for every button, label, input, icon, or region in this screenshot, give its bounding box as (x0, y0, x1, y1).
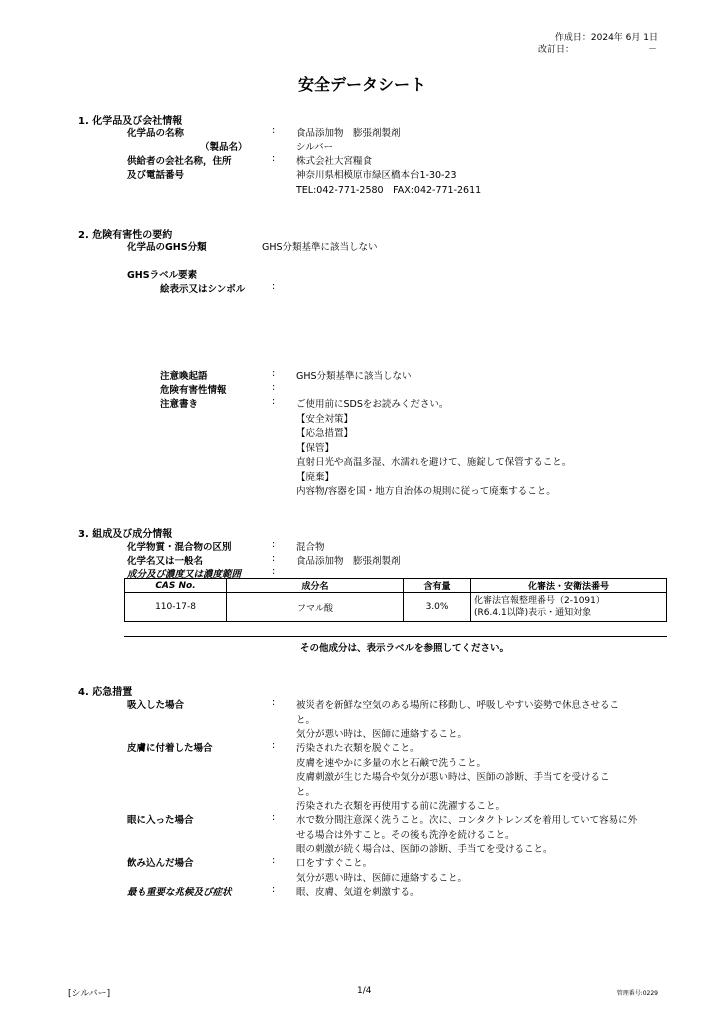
chem-name-label: 化学品の名称 (127, 128, 185, 139)
table-row (125, 593, 667, 622)
substance-kind-label: 化学物質・混合物の区別 (127, 542, 232, 553)
company-tel: TEL:042-771-2580 FAX:042-771-2611 (296, 185, 482, 196)
section3-heading: 3. 組成及び成分情報 (78, 529, 173, 540)
skin-line: 汚染された衣類を脱ぐこと。 (296, 743, 420, 754)
ghs-class-label: 化学品のGHS分類 (127, 242, 207, 253)
inhale-line: 気分が悪い時は、医師に連絡すること。 (296, 729, 468, 740)
signal-word-value: GHS分類基準に該当しない (296, 371, 412, 382)
skin-line: 汚染された衣類を再使用する前に洗濯すること。 (296, 801, 506, 812)
concentration-label: 成分及び濃度又は濃度範囲 (127, 569, 242, 580)
revised-value: － (648, 45, 658, 55)
symptom-value: 眼、皮膚、気道を刺激する。 (296, 887, 420, 898)
table-header-row (125, 579, 667, 593)
skin-label: 皮膚に付着した場合 (127, 743, 213, 754)
footer-product: [シルバー] (68, 989, 111, 999)
symptom-label: 最も重要な兆候及び症状 (127, 887, 232, 898)
col-name: 成分名 (227, 579, 404, 593)
created-label: 作成日： (554, 33, 591, 43)
precaution-line: 内容物/容器を国・地方自治体の規則に従って廃棄すること。 (296, 486, 556, 497)
precaution-label: 注意書き (160, 399, 199, 410)
ghs-class-value: GHS分類基準に該当しない (262, 242, 378, 253)
colon: : (272, 553, 276, 564)
colon: : (272, 855, 276, 866)
colon: : (272, 884, 276, 895)
composition-table (124, 578, 667, 622)
inhale-label: 吸入した場合 (127, 700, 185, 711)
chem-name-value: 食品添加物 膨張剤製剤 (296, 128, 401, 139)
col-law: 化審法・安衛法番号 (471, 579, 667, 593)
hazard-info-label: 危険有害性情報 (160, 385, 227, 396)
colon: : (272, 396, 276, 407)
precaution-line: 【保管】 (296, 442, 335, 454)
swallow-list (296, 855, 467, 884)
eye-label: 眼に入った場合 (127, 815, 194, 826)
cell-content: 3.0% (404, 593, 471, 622)
precaution-line: 【廃棄】 (296, 471, 335, 483)
inhale-line: と。 (296, 714, 316, 726)
colon: : (272, 153, 276, 164)
skin-line: 皮膚を速やかに多量の水と石鹸で洗うこと。 (296, 757, 487, 769)
divider (124, 636, 667, 637)
pictogram-label: 絵表示又はシンボル (160, 284, 246, 295)
law-line-2: (R6.4.1以降)表示・通知対象 (474, 608, 592, 618)
swallow-line: 気分が悪い時は、医師に連絡すること。 (296, 872, 468, 884)
section1-heading: 1. 化学品及び会社情報 (78, 116, 183, 127)
general-name-label: 化学名又は一般名 (127, 556, 204, 567)
page-title: 安全データシート (297, 75, 426, 94)
cell-cas: 110-17-8 (125, 593, 227, 622)
inhale-line: 被災者を新鮮な空気のある場所に移動し、呼吸しやすい姿勢で休息させるこ (296, 700, 620, 711)
company-name: 株式会社大宮糧食 (296, 156, 373, 167)
signal-word-label: 注意喚起語 (160, 371, 208, 382)
colon: : (272, 740, 276, 751)
skin-list (296, 740, 610, 813)
cell-name: フマル酸 (227, 593, 404, 622)
colon: : (272, 368, 276, 379)
footer-page-number: 1/4 (357, 986, 372, 996)
section2-heading: 2. 危険有害性の要約 (78, 230, 173, 241)
colon: : (272, 566, 276, 577)
footer-control-number: 管理番号:0229 (616, 990, 658, 997)
created-value: 2024年 6月 1日 (590, 33, 658, 43)
colon: : (272, 281, 276, 292)
colon: : (272, 125, 276, 136)
eye-line: せる場合は外すこと。その後も洗浄を続けること。 (296, 829, 515, 841)
company-address: 神奈川県相模原市緑区橋本台1-30-23 (296, 170, 457, 181)
eye-line: 水で数分間注意深く洗うこと。次に、コンタクトレンズを着用していて容易に外 (296, 815, 638, 826)
section4-heading: 4. 応急措置 (78, 687, 133, 698)
supplier-label-2: 及び電話番号 (127, 170, 185, 181)
swallow-line: 口をすすぐこと。 (296, 858, 373, 869)
general-name-value: 食品添加物 膨張剤製剤 (296, 556, 401, 567)
inhale-list (296, 697, 619, 741)
colon: : (272, 812, 276, 823)
substance-kind-value: 混合物 (296, 542, 325, 553)
colon: : (272, 697, 276, 708)
colon: : (272, 539, 276, 550)
eye-list (296, 812, 637, 856)
precaution-line: 直射日光や高温多湿、水濡れを避けて、施錠して保管すること。 (296, 457, 572, 468)
swallow-label: 飲み込んだ場合 (127, 858, 194, 869)
precaution-line: 【応急措置】 (296, 428, 354, 439)
supplier-label: 供給者の会社名称，住所 (127, 156, 232, 167)
cell-law (471, 593, 667, 622)
law-line-1: 化審法官報整理番号（2-1091） (474, 596, 605, 606)
col-content: 含有量 (404, 579, 471, 593)
eye-line: 眼の刺激が続く場合は、医師の診断、手当てを受けること。 (296, 844, 553, 855)
composition-note: その他成分は、表示ラベルを参照してください。 (300, 643, 510, 654)
ghs-label-heading: GHSラベル要素 (127, 270, 198, 281)
precaution-line: ご使用前にSDSをお読みください。 (296, 399, 449, 410)
skin-line: と。 (296, 786, 316, 798)
colon: : (272, 382, 276, 393)
revised-label: 改訂日： (538, 45, 575, 55)
skin-line: 皮膚刺激が生じた場合や気分が悪い時は、医師の診断、手当てを受けるこ (296, 772, 610, 783)
precaution-list (296, 396, 571, 498)
col-cas: CAS No. (125, 579, 227, 593)
product-value: シルバー (296, 142, 334, 153)
precaution-line: 【安全対策】 (296, 413, 354, 425)
product-label: （製品名） (200, 142, 248, 153)
